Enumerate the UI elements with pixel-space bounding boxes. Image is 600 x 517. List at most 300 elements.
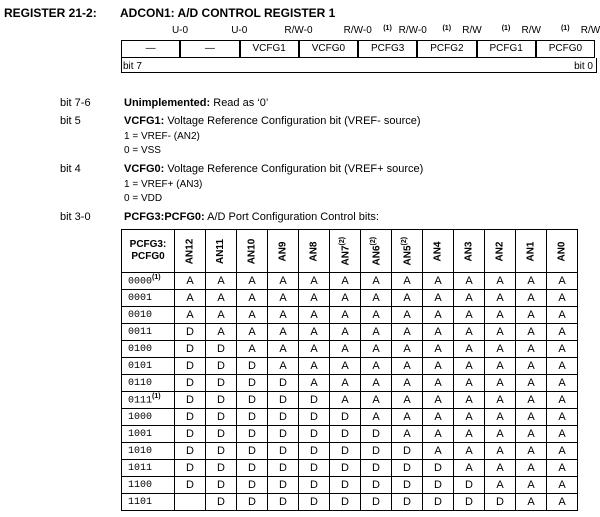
pcfg-code-cell [122, 358, 175, 375]
pin-mode-cell: A [299, 307, 330, 324]
pin-mode-cell: A [454, 290, 485, 307]
pin-mode-cell: D [237, 443, 268, 460]
table-row [122, 273, 578, 290]
pin-mode-cell: A [268, 273, 299, 290]
pin-mode-cell: A [485, 409, 516, 426]
pin-mode-cell: A [361, 290, 392, 307]
column-header-an6 [361, 230, 392, 273]
pin-mode-cell: D [206, 375, 237, 392]
column-header-name: AN9 [277, 241, 289, 262]
column-header-an11 [206, 230, 237, 273]
table-row [122, 460, 578, 477]
pin-mode-cell: D [237, 409, 268, 426]
bit7-label: bit 7 [123, 61, 142, 72]
pin-mode-cell: A [485, 460, 516, 477]
column-header-an12 [175, 230, 206, 273]
table-row [122, 358, 578, 375]
pin-mode-cell: A [237, 273, 268, 290]
bit4-name: VCFG0: [124, 163, 165, 175]
pin-mode-cell: A [330, 358, 361, 375]
pin-mode-cell: D [268, 443, 299, 460]
pin-mode-cell: D [206, 494, 237, 511]
pin-mode-cell: A [454, 273, 485, 290]
column-header-name: AN10 [246, 238, 258, 265]
pin-mode-cell: D [237, 392, 268, 409]
pin-mode-cell: A [423, 290, 454, 307]
column-header-name: AN0 [556, 241, 568, 262]
column-header-name: AN11 [215, 238, 227, 265]
bit1-access-note: (1) [501, 25, 511, 32]
bit30-text: A/D Port Configuration Control bits: [207, 211, 379, 223]
pin-mode-cell: D [237, 358, 268, 375]
pin-mode-cell: A [516, 273, 547, 290]
pin-mode-cell: A [423, 273, 454, 290]
pin-mode-cell: D [299, 477, 330, 494]
pin-mode-cell: D [268, 477, 299, 494]
bit5-label: bit 5 [60, 115, 81, 127]
pcfg-code: 1001 [128, 428, 153, 440]
column-header-an2 [485, 230, 516, 273]
bit5-name: VCFG1: [124, 115, 165, 127]
bit76-name: Unimplemented: [124, 97, 211, 109]
pin-mode-cell: A [175, 290, 206, 307]
pin-mode-cell: D [206, 426, 237, 443]
pcfg-code: 1011 [128, 462, 153, 474]
pin-mode-cell: D [299, 426, 330, 443]
column-header-an3 [454, 230, 485, 273]
pin-mode-cell: D [268, 392, 299, 409]
bit0-access [536, 25, 600, 37]
pin-mode-cell: D [206, 341, 237, 358]
pcfg-code-cell [122, 392, 175, 409]
column-header-label [556, 241, 567, 261]
pin-mode-cell: A [392, 290, 423, 307]
pin-mode-cell: A [516, 290, 547, 307]
pin-mode-cell: A [423, 358, 454, 375]
pin-mode-cell: D [361, 477, 392, 494]
pin-mode-cell: D [175, 392, 206, 409]
pin-mode-cell: D [299, 392, 330, 409]
column-header-label [401, 237, 413, 266]
column-header-an1 [516, 230, 547, 273]
pin-mode-cell: A [454, 409, 485, 426]
pin-mode-cell: A [485, 324, 516, 341]
table-row [122, 426, 578, 443]
table-header-row [122, 230, 578, 273]
pin-mode-cell: A [237, 290, 268, 307]
pin-mode-cell: A [299, 358, 330, 375]
pin-mode-cell: A [392, 409, 423, 426]
pin-mode-cell: A [330, 307, 361, 324]
pin-mode-cell: D [175, 460, 206, 477]
pin-mode-cell: A [516, 460, 547, 477]
pin-mode-cell: A [547, 392, 578, 409]
pin-mode-cell: A [547, 324, 578, 341]
pcfg-code-cell [122, 409, 175, 426]
pin-mode-cell: D [330, 460, 361, 477]
pin-mode-cell: A [175, 273, 206, 290]
pin-mode-cell: D [299, 460, 330, 477]
pcfg-code-cell [122, 341, 175, 358]
pin-mode-cell: A [268, 358, 299, 375]
pin-mode-cell: D [268, 409, 299, 426]
pin-mode-cell: A [361, 307, 392, 324]
pin-mode-cell: A [516, 341, 547, 358]
pin-mode-cell: A [516, 443, 547, 460]
column-header-note: (2) [338, 236, 346, 246]
column-header-an10 [237, 230, 268, 273]
column-header-label [463, 241, 474, 261]
pin-mode-cell: A [547, 426, 578, 443]
pcfg-code: 1010 [128, 445, 153, 457]
pin-mode-cell: A [299, 290, 330, 307]
pcfg-code: 0110 [128, 377, 153, 389]
pin-mode-cell: A [237, 307, 268, 324]
pin-mode-cell: A [392, 341, 423, 358]
bit5-description [124, 115, 421, 127]
column-header-name: AN5 [402, 245, 414, 266]
column-header-an7 [330, 230, 361, 273]
pin-mode-cell: A [516, 494, 547, 511]
pin-mode-cell: A [268, 324, 299, 341]
pin-mode-cell: A [299, 273, 330, 290]
pin-mode-cell: D [206, 477, 237, 494]
table-row [122, 409, 578, 426]
pin-mode-cell: A [330, 392, 361, 409]
column-header-label [277, 241, 288, 261]
pin-mode-cell: D [268, 426, 299, 443]
pin-mode-cell: A [547, 477, 578, 494]
pin-mode-cell: A [516, 392, 547, 409]
column-header-an8 [299, 230, 330, 273]
pin-mode-cell: A [454, 392, 485, 409]
bit30-name: PCFG3:PCFG0: [124, 211, 205, 223]
column-header-note: (2) [400, 236, 408, 246]
column-header-label [494, 241, 505, 261]
column-header-name: AN8 [308, 241, 320, 262]
pin-mode-cell: A [485, 290, 516, 307]
pin-mode-cell: A [330, 375, 361, 392]
pin-mode-cell: A [485, 307, 516, 324]
bit1-name-cell: PCFG1 [477, 40, 536, 58]
pin-mode-cell: D [237, 426, 268, 443]
pin-mode-cell: A [454, 443, 485, 460]
pin-mode-cell: A [206, 290, 237, 307]
table-row [122, 290, 578, 307]
pin-mode-cell: A [237, 324, 268, 341]
bit30-description [124, 211, 379, 223]
column-header-label [246, 239, 257, 265]
pin-mode-cell: A [516, 307, 547, 324]
column-header-label [339, 237, 351, 266]
pin-mode-cell: A [361, 375, 392, 392]
pcfg-code: 1100 [128, 479, 153, 491]
bit76-description [124, 97, 268, 109]
pin-mode-cell: D [175, 358, 206, 375]
table-row [122, 494, 578, 511]
pin-mode-cell: A [392, 375, 423, 392]
bit-access-row [121, 25, 600, 40]
table-row [122, 443, 578, 460]
pin-mode-cell: D [175, 375, 206, 392]
column-header-name: AN3 [463, 241, 475, 262]
column-header-label [525, 241, 536, 261]
column-header-label [370, 237, 382, 266]
pcfg-code: 1000 [128, 411, 153, 423]
pin-mode-cell: A [547, 290, 578, 307]
pin-mode-cell: D [175, 443, 206, 460]
column-header-name: AN12 [184, 238, 196, 265]
bit5-name-cell: VCFG1 [240, 40, 299, 58]
pin-mode-cell: D [454, 477, 485, 494]
pin-mode-cell: D [330, 409, 361, 426]
bit3-name-cell: PCFG3 [358, 40, 417, 58]
pin-mode-cell: A [516, 375, 547, 392]
pcfg-code-cell [122, 460, 175, 477]
pin-mode-cell: A [423, 426, 454, 443]
column-header-name: AN7 [340, 245, 352, 266]
pin-mode-cell: A [206, 324, 237, 341]
pcfg-code: 0100 [128, 343, 153, 355]
pin-mode-cell: A [516, 426, 547, 443]
pin-mode-cell: A [485, 392, 516, 409]
pin-mode-cell: D [237, 477, 268, 494]
pin-mode-cell: A [516, 324, 547, 341]
pin-mode-cell: A [454, 324, 485, 341]
pin-mode-cell: A [423, 409, 454, 426]
pin-mode-cell: D [175, 426, 206, 443]
pin-mode-cell: D [392, 460, 423, 477]
pin-mode-cell: D [299, 409, 330, 426]
pcfg-code-cell [122, 494, 175, 511]
bit2-access [417, 25, 482, 37]
pin-mode-cell: A [361, 341, 392, 358]
pin-mode-cell: D [423, 494, 454, 511]
pin-mode-cell: D [361, 494, 392, 511]
pin-mode-cell: D [237, 375, 268, 392]
pin-mode-cell: D [423, 460, 454, 477]
table-row [122, 324, 578, 341]
column-header-label [184, 239, 195, 265]
column-header-note: (2) [369, 236, 377, 246]
pin-mode-cell: A [454, 358, 485, 375]
table-row [122, 307, 578, 324]
bit4-name-cell: VCFG0 [299, 40, 358, 58]
pin-mode-cell: A [268, 341, 299, 358]
pcfg-code: 0101 [128, 360, 153, 372]
pcfg-code-cell [122, 375, 175, 392]
pin-mode-cell: D [330, 477, 361, 494]
column-header-label [308, 241, 319, 261]
pin-mode-cell: A [330, 324, 361, 341]
bit0-name-cell: PCFG0 [536, 40, 595, 58]
bit4-text: Voltage Reference Configuration bit (VREF+ source) [167, 163, 424, 175]
pin-mode-cell: A [547, 273, 578, 290]
pin-mode-cell: A [361, 392, 392, 409]
pin-mode-cell: D [206, 392, 237, 409]
bit4-description [124, 163, 423, 175]
column-header-an0 [547, 230, 578, 273]
pin-mode-cell: A [392, 392, 423, 409]
pin-mode-cell: A [547, 443, 578, 460]
pin-mode-cell: A [454, 460, 485, 477]
pin-mode-cell: A [361, 409, 392, 426]
pin-mode-cell: A [516, 477, 547, 494]
bit-name-row [121, 40, 595, 58]
pin-mode-cell: D [237, 494, 268, 511]
pin-mode-cell: A [454, 341, 485, 358]
column-header-name: AN2 [494, 241, 506, 262]
pin-mode-cell: A [454, 375, 485, 392]
bit2-access-text: R/W [462, 25, 482, 36]
pin-mode-cell: A [206, 307, 237, 324]
pin-mode-cell: D [237, 460, 268, 477]
bit0-access-text: R/W [580, 25, 600, 36]
table-row [122, 375, 578, 392]
pcfg-code-cell [122, 426, 175, 443]
register-title: ADCON1: A/D CONTROL REGISTER 1 [120, 6, 336, 20]
pcfg-code-cell [122, 273, 175, 290]
pin-mode-cell: A [485, 477, 516, 494]
pin-mode-cell: A [547, 358, 578, 375]
pin-mode-cell: A [299, 324, 330, 341]
pin-mode-cell: D [392, 443, 423, 460]
pin-mode-cell: A [423, 443, 454, 460]
bit7-name-cell: — [121, 40, 180, 58]
pin-mode-cell: A [361, 358, 392, 375]
pin-mode-cell: A [547, 494, 578, 511]
pin-mode-cell: D [299, 443, 330, 460]
bit5-option-0: 0 = VSS [124, 145, 161, 156]
pin-mode-cell: D [361, 460, 392, 477]
pin-mode-cell: D [423, 477, 454, 494]
pin-mode-cell: D [392, 494, 423, 511]
pin-mode-cell: A [299, 341, 330, 358]
bit6-access-text: U-0 [231, 25, 248, 36]
pin-mode-cell: A [268, 307, 299, 324]
pin-mode-cell: A [485, 375, 516, 392]
pin-mode-cell: D [175, 477, 206, 494]
pin-mode-cell: A [547, 409, 578, 426]
bit7-access-text: U-0 [171, 25, 189, 36]
pin-mode-cell: A [547, 307, 578, 324]
bit2-name-cell: PCFG2 [417, 40, 476, 58]
register-label: REGISTER 21-2: [4, 6, 97, 20]
pcfg-code-cell [122, 324, 175, 341]
bit5-option-1: 1 = VREF- (AN2) [124, 131, 200, 142]
bit4-option-1: 1 = VREF+ (AN3) [124, 179, 203, 190]
bit0-access-note: (1) [560, 25, 570, 32]
pin-mode-cell: A [485, 358, 516, 375]
pin-mode-cell: A [392, 426, 423, 443]
pin-mode-cell: A [454, 426, 485, 443]
pin-mode-cell: A [237, 341, 268, 358]
pcfg-code: 0011 [128, 326, 153, 338]
bit4-option-0: 0 = VDD [124, 193, 163, 204]
pin-mode-cell: A [423, 341, 454, 358]
pin-mode-cell: A [299, 375, 330, 392]
column-header-label [215, 239, 226, 264]
pin-mode-cell: A [268, 290, 299, 307]
pin-mode-cell: D [330, 443, 361, 460]
bit5-access-text: R/W-0 [284, 25, 313, 36]
column-header-label [432, 241, 443, 261]
pin-mode-cell: D [454, 494, 485, 511]
pin-mode-cell: D [330, 426, 361, 443]
pin-mode-cell: D [268, 460, 299, 477]
column-header-an4 [423, 230, 454, 273]
bit1-access-text: R/W [521, 25, 541, 36]
pin-mode-cell: A [485, 341, 516, 358]
column-header-name: AN1 [525, 241, 537, 262]
pin-mode-cell: D [206, 358, 237, 375]
pin-mode-cell: D [330, 494, 361, 511]
pin-mode-cell: A [361, 324, 392, 341]
pin-mode-cell: A [392, 273, 423, 290]
pin-mode-cell: A [485, 426, 516, 443]
pin-mode-cell: A [454, 307, 485, 324]
bit3-access [358, 25, 427, 37]
pcfg-code: 0010 [128, 309, 153, 321]
pcfg-code-note: (1) [152, 274, 161, 282]
pin-mode-cell: A [423, 324, 454, 341]
pcfg-code: 0001 [128, 292, 153, 304]
pin-mode-cell: D [361, 426, 392, 443]
pin-mode-cell: A [423, 392, 454, 409]
table-row [122, 477, 578, 494]
pin-mode-cell: D [392, 477, 423, 494]
pcfg-code-cell [122, 307, 175, 324]
pin-mode-cell: A [330, 273, 361, 290]
port-configuration-table [121, 229, 578, 511]
bit2-access-note: (1) [442, 25, 452, 32]
bit4-label: bit 4 [60, 163, 81, 175]
column-header-an9 [268, 230, 299, 273]
pin-mode-cell: D [206, 409, 237, 426]
pin-mode-cell: A [206, 273, 237, 290]
bit5-text: Voltage Reference Configuration bit (VREF- source) [167, 115, 421, 127]
pin-mode-cell: A [516, 409, 547, 426]
column-header-name: AN4 [432, 241, 444, 262]
pin-mode-cell: A [392, 307, 423, 324]
bit1-access [477, 25, 541, 37]
pin-mode-cell: D [268, 375, 299, 392]
pcfg-column-header [122, 230, 175, 273]
table-row [122, 341, 578, 358]
pin-mode-cell: A [547, 460, 578, 477]
pcfg-code: 0000 [128, 276, 153, 288]
pin-mode-cell: A [485, 273, 516, 290]
pin-mode-cell: A [485, 443, 516, 460]
pin-mode-cell: D [175, 324, 206, 341]
pin-mode-cell: A [516, 358, 547, 375]
bit6-name-cell: — [180, 40, 239, 58]
pin-mode-cell: A [547, 341, 578, 358]
pcfg-code-cell [122, 477, 175, 494]
column-header-name: AN6 [371, 245, 383, 266]
pin-mode-cell: A [392, 358, 423, 375]
pin-mode-cell: A [392, 324, 423, 341]
pin-mode-cell: D [268, 494, 299, 511]
pin-mode-cell: A [330, 290, 361, 307]
bit-range-bracket [121, 58, 597, 73]
pin-mode-cell: D [299, 494, 330, 511]
bit76-text: Read as ‘0’ [213, 97, 269, 109]
pin-mode-cell: A [330, 341, 361, 358]
bit0-label: bit 0 [574, 61, 593, 72]
table-row [122, 392, 578, 409]
pin-mode-cell: D [206, 443, 237, 460]
